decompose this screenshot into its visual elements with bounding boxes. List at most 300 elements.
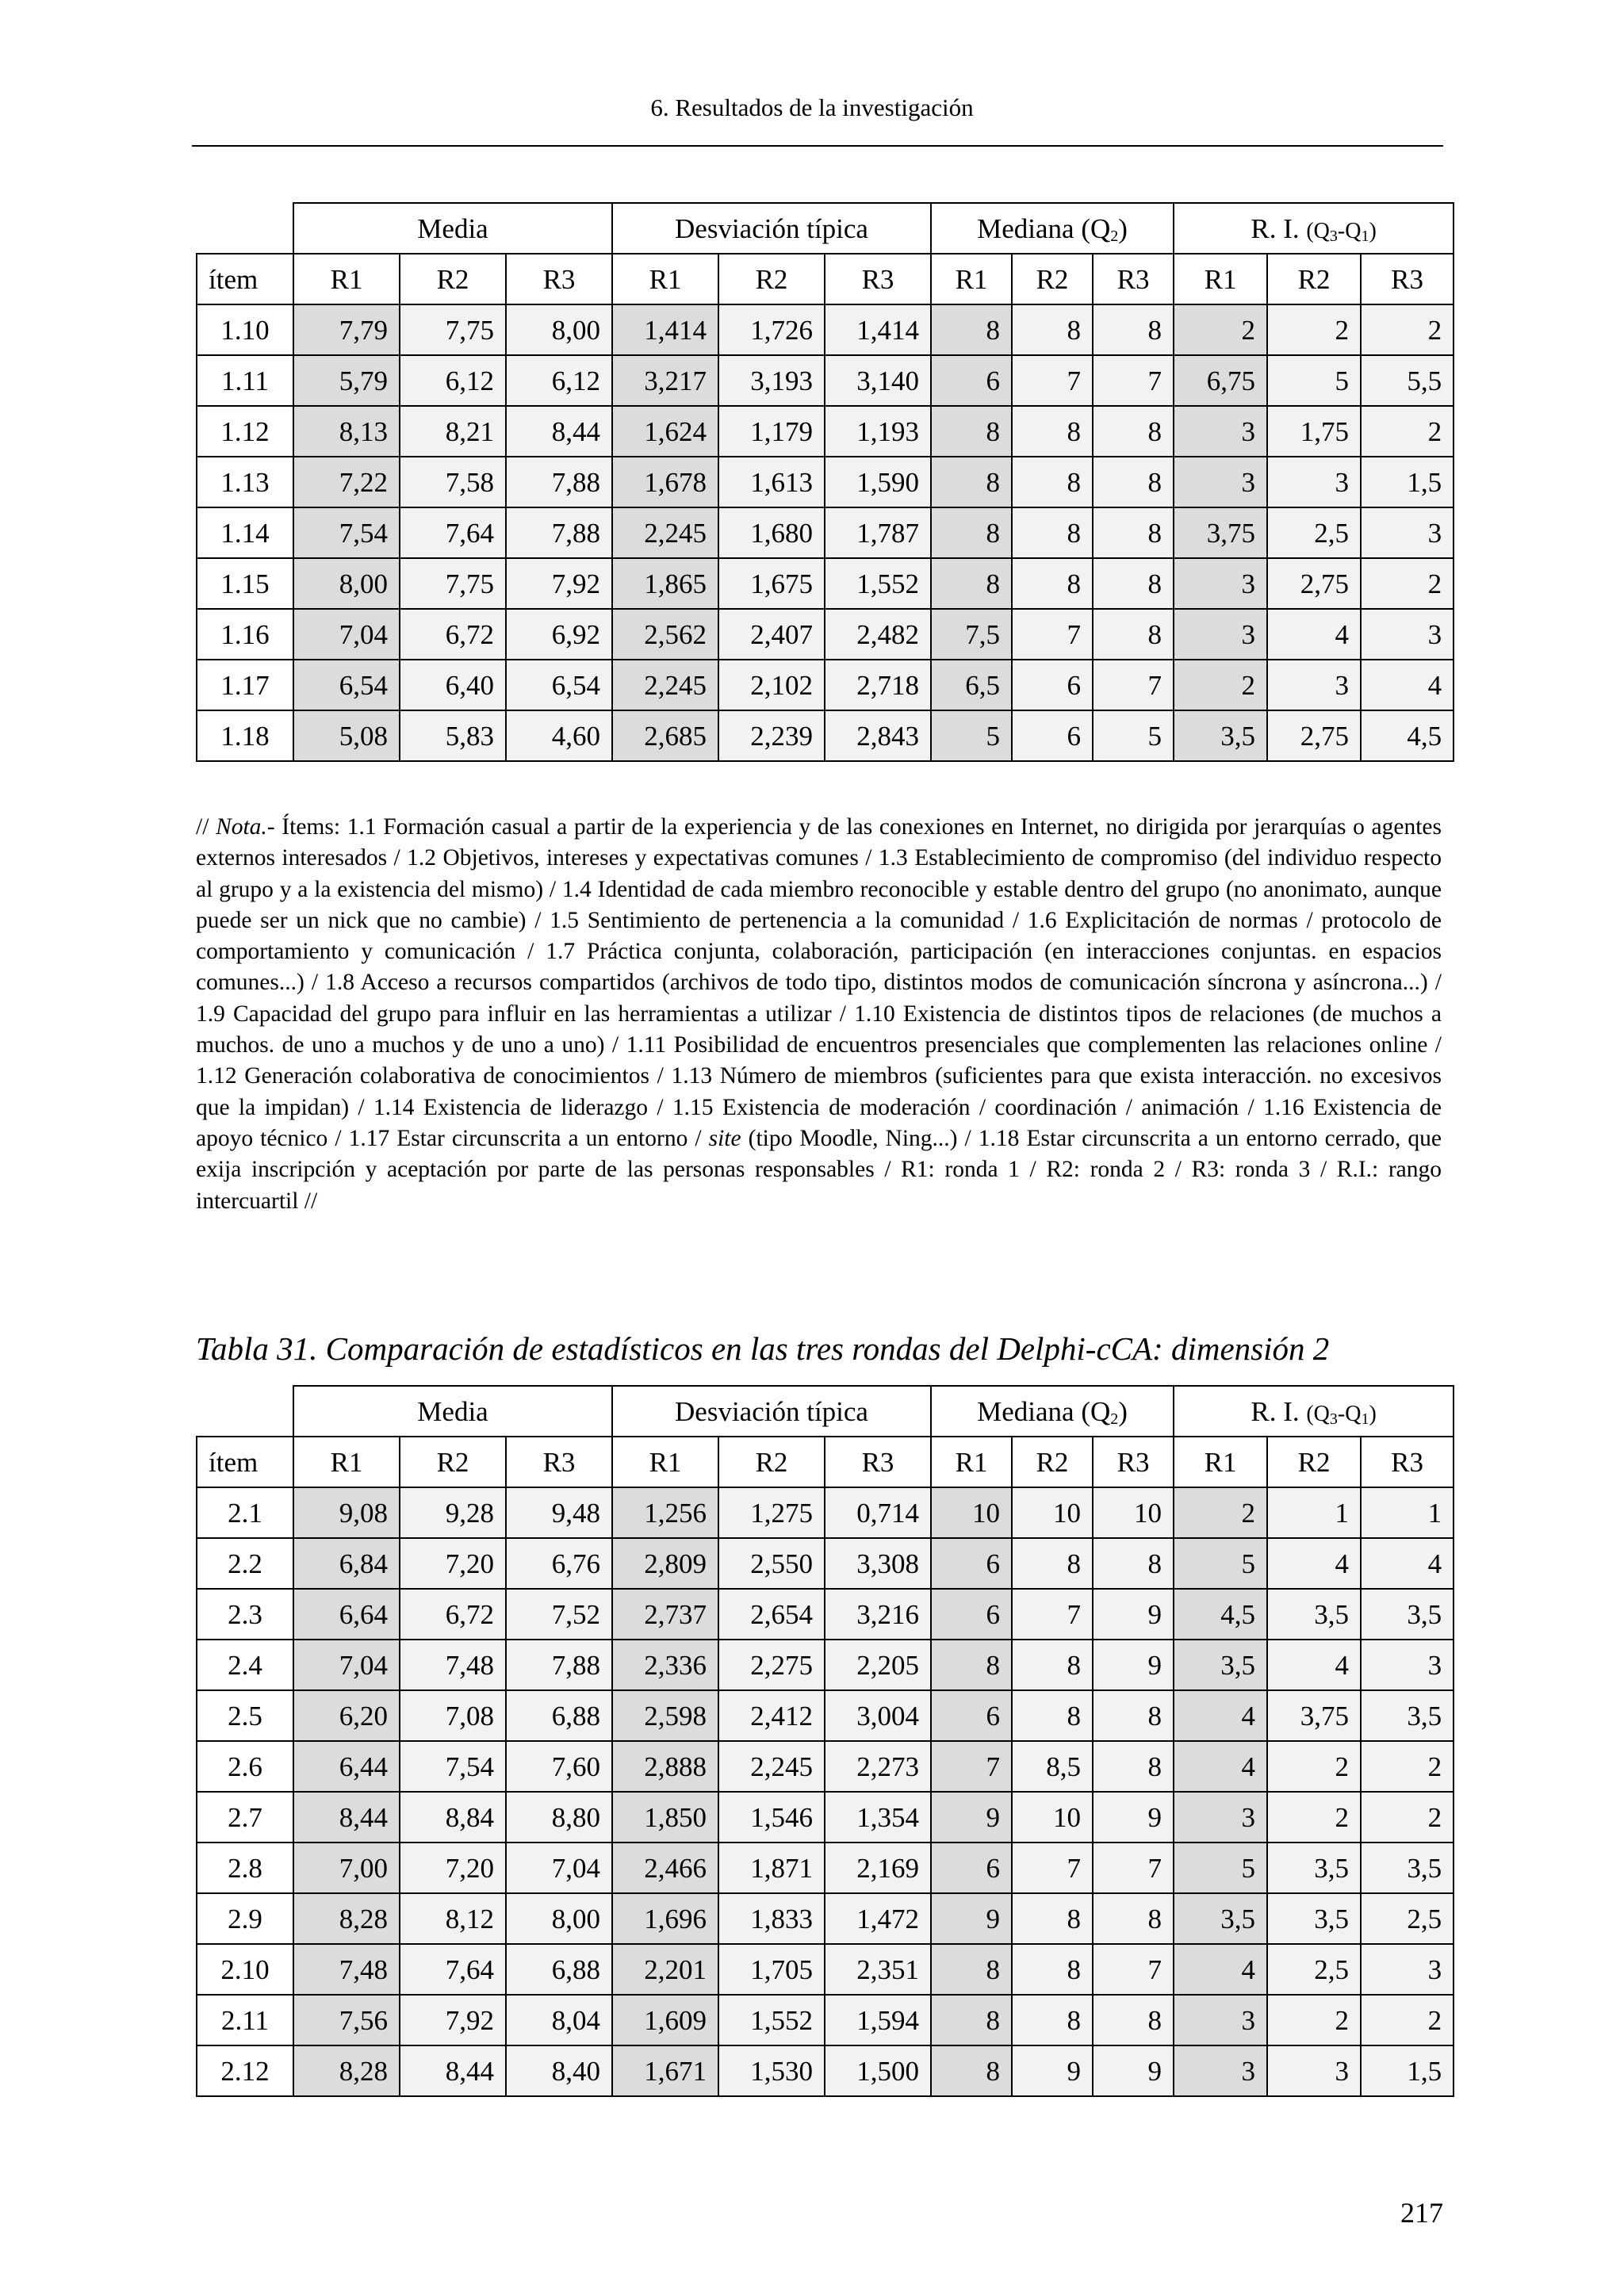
value-cell: 6 — [1012, 710, 1093, 761]
value-cell: 7,54 — [293, 507, 400, 558]
table-row — [197, 1893, 1454, 1944]
value-cell: 1,705 — [718, 1944, 825, 1995]
table-row — [197, 1741, 1454, 1792]
value-cell: 6,40 — [400, 660, 506, 710]
value-cell: 8 — [1012, 558, 1093, 609]
value-cell: 7,04 — [293, 609, 400, 660]
value-cell: 1,414 — [612, 304, 718, 355]
value-cell: 1,871 — [718, 1843, 825, 1893]
value-cell: 3,5 — [1267, 1893, 1361, 1944]
value-cell: 8,28 — [293, 2045, 400, 2096]
value-cell: 2,737 — [612, 1589, 718, 1640]
value-cell: 8,84 — [400, 1792, 506, 1843]
value-cell: 1,552 — [825, 558, 931, 609]
item-cell: 2.6 — [197, 1741, 293, 1792]
header-r1: R1 — [931, 1437, 1012, 1487]
note-label: Nota. — [216, 814, 267, 840]
table-row — [197, 2045, 1454, 2096]
value-cell: 2,275 — [718, 1640, 825, 1690]
value-cell: 7,5 — [931, 609, 1012, 660]
header-corner — [197, 203, 293, 254]
value-cell: 7,04 — [506, 1843, 612, 1893]
value-cell: 6,88 — [506, 1944, 612, 1995]
header-r2: R2 — [718, 1437, 825, 1487]
header-rule — [192, 145, 1443, 147]
value-cell: 3,5 — [1361, 1690, 1454, 1741]
header-r3: R3 — [506, 1437, 612, 1487]
value-cell: 2,169 — [825, 1843, 931, 1893]
item-cell: 2.8 — [197, 1843, 293, 1893]
value-cell: 3,5 — [1361, 1589, 1454, 1640]
header-r3: R3 — [825, 254, 931, 304]
value-cell: 8,5 — [1012, 1741, 1093, 1792]
value-cell: 8 — [931, 2045, 1012, 2096]
item-cell: 2.3 — [197, 1589, 293, 1640]
value-cell: 5 — [1267, 355, 1361, 406]
value-cell: 9,48 — [506, 1487, 612, 1538]
header-rango-intercuartil: R. I. $(Q_3-Q_1)$ — [1174, 203, 1454, 254]
header-r2: R2 — [1012, 254, 1093, 304]
value-cell: 4 — [1267, 1538, 1361, 1589]
value-cell: 8,28 — [293, 1893, 400, 1944]
value-cell: 3 — [1361, 1944, 1454, 1995]
page-number: 217 — [1400, 2197, 1443, 2229]
header-r3: R3 — [825, 1437, 931, 1487]
value-cell: 7 — [1093, 355, 1174, 406]
value-cell: 8 — [1093, 1893, 1174, 1944]
header-r1: R1 — [293, 1437, 400, 1487]
value-cell: 8,44 — [293, 1792, 400, 1843]
table-row — [197, 1487, 1454, 1538]
value-cell: 2,5 — [1267, 1944, 1361, 1995]
value-cell: 2,718 — [825, 660, 931, 710]
table-row — [197, 507, 1454, 558]
value-cell: 7,92 — [400, 1995, 506, 2045]
value-cell: 6 — [931, 1589, 1012, 1640]
value-cell: 3,5 — [1174, 1893, 1267, 1944]
table-row — [197, 457, 1454, 507]
value-cell: 7 — [1012, 1843, 1093, 1893]
value-cell: 8 — [1012, 457, 1093, 507]
header-r1: R1 — [1174, 1437, 1267, 1487]
value-cell: 7 — [1012, 1589, 1093, 1640]
header-r2: R2 — [1012, 1437, 1093, 1487]
header-r1: R1 — [293, 254, 400, 304]
value-cell: 3 — [1174, 1792, 1267, 1843]
value-cell: 8 — [931, 558, 1012, 609]
item-cell: 1.10 — [197, 304, 293, 355]
value-cell: 7,60 — [506, 1741, 612, 1792]
value-cell: 1,275 — [718, 1487, 825, 1538]
header-r1: R1 — [931, 254, 1012, 304]
sub-header-row — [197, 254, 1454, 304]
value-cell: 1,675 — [718, 558, 825, 609]
header-mediana: Mediana $(Q_2)$ — [931, 1386, 1174, 1437]
value-cell: 7,88 — [506, 457, 612, 507]
value-cell: 9 — [1093, 1640, 1174, 1690]
table-row — [197, 1690, 1454, 1741]
value-cell: 8 — [931, 1995, 1012, 2045]
item-cell: 1.16 — [197, 609, 293, 660]
value-cell: 7,56 — [293, 1995, 400, 2045]
value-cell: 6 — [931, 355, 1012, 406]
value-cell: 2,407 — [718, 609, 825, 660]
value-cell: 8 — [1012, 1893, 1093, 1944]
value-cell: 8 — [931, 1640, 1012, 1690]
value-cell: 3 — [1361, 1640, 1454, 1690]
value-cell: 1,546 — [718, 1792, 825, 1843]
value-cell: 6,88 — [506, 1690, 612, 1741]
value-cell: 6,84 — [293, 1538, 400, 1589]
value-cell: 1,833 — [718, 1893, 825, 1944]
value-cell: 7,75 — [400, 558, 506, 609]
value-cell: 4,5 — [1361, 710, 1454, 761]
value-cell: 3 — [1267, 2045, 1361, 2096]
table-row — [197, 1589, 1454, 1640]
table-row — [197, 355, 1454, 406]
value-cell: 2,245 — [612, 507, 718, 558]
item-cell: 1.13 — [197, 457, 293, 507]
value-cell: 7,75 — [400, 304, 506, 355]
value-cell: 2 — [1361, 406, 1454, 457]
value-cell: 2,5 — [1267, 507, 1361, 558]
value-cell: 8,00 — [506, 304, 612, 355]
value-cell: 7 — [1012, 355, 1093, 406]
value-cell: 6 — [931, 1843, 1012, 1893]
value-cell: 5,79 — [293, 355, 400, 406]
value-cell: 1,500 — [825, 2045, 931, 2096]
table-row — [197, 304, 1454, 355]
value-cell: 2,888 — [612, 1741, 718, 1792]
value-cell: 1,850 — [612, 1792, 718, 1843]
value-cell: 9 — [931, 1893, 1012, 1944]
header-r3: R3 — [1093, 1437, 1174, 1487]
value-cell: 1,680 — [718, 507, 825, 558]
value-cell: 7,58 — [400, 457, 506, 507]
value-cell: 4 — [1361, 1538, 1454, 1589]
value-cell: 7,79 — [293, 304, 400, 355]
value-cell: 8 — [1093, 558, 1174, 609]
value-cell: 7 — [1093, 660, 1174, 710]
table-row — [197, 1944, 1454, 1995]
value-cell: 7,48 — [400, 1640, 506, 1690]
value-cell: 2 — [1174, 304, 1267, 355]
value-cell: 5,83 — [400, 710, 506, 761]
value-cell: 2,466 — [612, 1843, 718, 1893]
value-cell: 1,179 — [718, 406, 825, 457]
value-cell: 1,590 — [825, 457, 931, 507]
value-cell: 2,482 — [825, 609, 931, 660]
value-cell: 1 — [1267, 1487, 1361, 1538]
item-cell: 2.12 — [197, 2045, 293, 2096]
value-cell: 1,696 — [612, 1893, 718, 1944]
value-cell: 2 — [1174, 660, 1267, 710]
value-cell: 6,72 — [400, 1589, 506, 1640]
value-cell: 8 — [1093, 304, 1174, 355]
header-media: Media — [293, 1386, 612, 1437]
value-cell: 4 — [1174, 1944, 1267, 1995]
value-cell: 8 — [1012, 1944, 1093, 1995]
value-cell: 7,22 — [293, 457, 400, 507]
value-cell: 8,44 — [400, 2045, 506, 2096]
value-cell: 2,239 — [718, 710, 825, 761]
value-cell: 3,5 — [1267, 1843, 1361, 1893]
item-cell: 2.2 — [197, 1538, 293, 1589]
value-cell: 5,5 — [1361, 355, 1454, 406]
value-cell: 1,787 — [825, 507, 931, 558]
value-cell: 9 — [1012, 2045, 1093, 2096]
stats-table-dimension-1 — [196, 202, 1454, 762]
table-note: // Nota.- Ítems: 1.1 Formación casual a partir de la experiencia y de las conexiones en Internet, no dirigida por jerarquías o agentes externos interesados / 1.2 Objetivos, intereses y expectativas comunes / 1.3 Establecimiento de compromiso (del individuo respecto al grupo y a la existencia del mismo) / 1.4 Identidad de cada miembro reconocible y estable dentro del grupo (no anonimato, aunque puede ser un nick que no cambie) / 1.5 Sentimiento de pertenencia a la comunidad / 1.6 Explicitación de normas / protocolo de comportamiento y comunicación / 1.7 Práctica conjunta, colaboración, participación (en interacciones conjuntas. en espacios comunes...) / 1.8 Acceso a recursos compartidos (archivos de todo tipo, distintos modos de comunicación síncrona y asíncrona...) / 1.9 Capacidad del grupo para influir en las herramientas a utilizar / 1.10 Existencia de distintos tipos de relaciones (de muchos a muchos. de uno a muchos y de uno a uno) / 1.11 Posibilidad de encuentros presenciales que complementen las relaciones online / 1.12 Generación colaborativa de conocimientos / 1.13 Número de miembros (suficientes para que exista interacción. no excesivos que la impidan) / 1.14 Existencia de liderazgo / 1.15 Existencia de moderación / coordinación / animación / 1.16 Existencia de apoyo técnico / 1.17 Estar circunscrita a un entorno / site (tipo Moodle, Ning...) / 1.18 Estar circunscrita a un entorno cerrado, que exija inscripción y aceptación por parte de las personas responsables / R1: ronda 1 / R2: ronda 2 / R3: ronda 3 / R.I.: rango intercuartil // — [196, 814, 1442, 1214]
value-cell: 10 — [931, 1487, 1012, 1538]
value-cell: 2,273 — [825, 1741, 931, 1792]
header-desviacion: Desviación típica — [612, 203, 931, 254]
header-mediana: Mediana $(Q_2)$ — [931, 203, 1174, 254]
item-cell: 1.12 — [197, 406, 293, 457]
value-cell: 2,809 — [612, 1538, 718, 1589]
value-cell: 8 — [1012, 507, 1093, 558]
value-cell: 0,714 — [825, 1487, 931, 1538]
value-cell: 7,20 — [400, 1843, 506, 1893]
value-cell: 2,201 — [612, 1944, 718, 1995]
item-cell: 1.18 — [197, 710, 293, 761]
value-cell: 7 — [931, 1741, 1012, 1792]
value-cell: 3 — [1361, 609, 1454, 660]
value-cell: 1,613 — [718, 457, 825, 507]
value-cell: 6,20 — [293, 1690, 400, 1741]
value-cell: 8 — [1012, 406, 1093, 457]
value-cell: 3,75 — [1267, 1690, 1361, 1741]
value-cell: 1,472 — [825, 1893, 931, 1944]
value-cell: 3,140 — [825, 355, 931, 406]
value-cell: 2 — [1361, 1792, 1454, 1843]
value-cell: 6,5 — [931, 660, 1012, 710]
value-cell: 4,60 — [506, 710, 612, 761]
value-cell: 6,72 — [400, 609, 506, 660]
value-cell: 2,654 — [718, 1589, 825, 1640]
value-cell: 2,550 — [718, 1538, 825, 1589]
value-cell: 4,5 — [1174, 1589, 1267, 1640]
value-cell: 8 — [1012, 304, 1093, 355]
value-cell: 5 — [931, 710, 1012, 761]
table-row — [197, 710, 1454, 761]
value-cell: 9,28 — [400, 1487, 506, 1538]
table-row — [197, 660, 1454, 710]
running-head: 6. Resultados de la investigación — [650, 94, 974, 121]
stats-table-dimension-2 — [196, 1385, 1454, 2097]
value-cell: 3,004 — [825, 1690, 931, 1741]
header-r2: R2 — [718, 254, 825, 304]
value-cell: 2,685 — [612, 710, 718, 761]
header-r1: R1 — [1174, 254, 1267, 304]
value-cell: 2 — [1267, 304, 1361, 355]
sub-header-row — [197, 1437, 1454, 1487]
header-r2: R2 — [400, 254, 506, 304]
value-cell: 3,5 — [1361, 1843, 1454, 1893]
value-cell: 6 — [1012, 660, 1093, 710]
value-cell: 5,08 — [293, 710, 400, 761]
value-cell: 8 — [1012, 1640, 1093, 1690]
value-cell: 8,04 — [506, 1995, 612, 2045]
header-item: ítem — [197, 254, 293, 304]
value-cell: 8 — [1012, 1538, 1093, 1589]
value-cell: 2 — [1361, 1741, 1454, 1792]
value-cell: 1,678 — [612, 457, 718, 507]
value-cell: 2 — [1361, 558, 1454, 609]
value-cell: 9 — [1093, 2045, 1174, 2096]
value-cell: 6,75 — [1174, 355, 1267, 406]
table-row — [197, 1538, 1454, 1589]
table-caption: Tabla 31. Comparación de estadísticos en las tres rondas del Delphi-cCA: dimensión 2 — [196, 1330, 1330, 1367]
value-cell: 6,44 — [293, 1741, 400, 1792]
value-cell: 8 — [1012, 1995, 1093, 2045]
item-cell: 2.5 — [197, 1690, 293, 1741]
value-cell: 8 — [1093, 406, 1174, 457]
value-cell: 3 — [1174, 2045, 1267, 2096]
value-cell: 2,5 — [1361, 1893, 1454, 1944]
value-cell: 3,5 — [1174, 1640, 1267, 1690]
table-row — [197, 406, 1454, 457]
value-cell: 9 — [1093, 1589, 1174, 1640]
value-cell: 7,64 — [400, 1944, 506, 1995]
value-cell: 5 — [1174, 1843, 1267, 1893]
value-cell: 3,216 — [825, 1589, 931, 1640]
value-cell: 1,5 — [1361, 457, 1454, 507]
header-r2: R2 — [1267, 1437, 1361, 1487]
value-cell: 2,843 — [825, 710, 931, 761]
table-row — [197, 558, 1454, 609]
header-item: ítem — [197, 1437, 293, 1487]
value-cell: 3 — [1267, 457, 1361, 507]
value-cell: 9 — [931, 1792, 1012, 1843]
value-cell: 8 — [931, 406, 1012, 457]
table-row — [197, 1995, 1454, 2045]
value-cell: 7,52 — [506, 1589, 612, 1640]
header-r3: R3 — [1093, 254, 1174, 304]
value-cell: 3,217 — [612, 355, 718, 406]
item-cell: 1.17 — [197, 660, 293, 710]
value-cell: 5 — [1174, 1538, 1267, 1589]
header-media: Media — [293, 203, 612, 254]
note-site-word: site — [708, 1125, 741, 1151]
value-cell: 6 — [931, 1538, 1012, 1589]
value-cell: 2 — [1267, 1741, 1361, 1792]
value-cell: 3,308 — [825, 1538, 931, 1589]
item-cell: 1.11 — [197, 355, 293, 406]
value-cell: 2,245 — [718, 1741, 825, 1792]
value-cell: 7,54 — [400, 1741, 506, 1792]
value-cell: 2,598 — [612, 1690, 718, 1741]
header-r2: R2 — [400, 1437, 506, 1487]
table-row — [197, 1792, 1454, 1843]
value-cell: 7,04 — [293, 1640, 400, 1690]
value-cell: 8,80 — [506, 1792, 612, 1843]
item-cell: 2.1 — [197, 1487, 293, 1538]
value-cell: 8,40 — [506, 2045, 612, 2096]
value-cell: 6,92 — [506, 609, 612, 660]
value-cell: 7,48 — [293, 1944, 400, 1995]
value-cell: 3,5 — [1174, 710, 1267, 761]
value-cell: 7,88 — [506, 507, 612, 558]
value-cell: 2,412 — [718, 1690, 825, 1741]
value-cell: 3 — [1174, 609, 1267, 660]
value-cell: 7 — [1093, 1944, 1174, 1995]
value-cell: 1 — [1361, 1487, 1454, 1538]
value-cell: 2,245 — [612, 660, 718, 710]
value-cell: 1,624 — [612, 406, 718, 457]
table-row — [197, 609, 1454, 660]
value-cell: 6,54 — [293, 660, 400, 710]
value-cell: 8,21 — [400, 406, 506, 457]
value-cell: 10 — [1093, 1487, 1174, 1538]
value-cell: 1,354 — [825, 1792, 931, 1843]
value-cell: 9 — [1093, 1792, 1174, 1843]
value-cell: 2 — [1361, 1995, 1454, 2045]
value-cell: 8,44 — [506, 406, 612, 457]
value-cell: 7,00 — [293, 1843, 400, 1893]
value-cell: 2,205 — [825, 1640, 931, 1690]
value-cell: 2,562 — [612, 609, 718, 660]
value-cell: 2,75 — [1267, 710, 1361, 761]
group-header-row — [197, 203, 1454, 254]
value-cell: 1,414 — [825, 304, 931, 355]
header-corner — [197, 1386, 293, 1437]
value-cell: 2,75 — [1267, 558, 1361, 609]
value-cell: 2,351 — [825, 1944, 931, 1995]
value-cell: 3,193 — [718, 355, 825, 406]
item-cell: 1.15 — [197, 558, 293, 609]
value-cell: 4 — [1174, 1690, 1267, 1741]
item-cell: 2.9 — [197, 1893, 293, 1944]
value-cell: 1,609 — [612, 1995, 718, 2045]
value-cell: 6,76 — [506, 1538, 612, 1589]
value-cell: 7 — [1093, 1843, 1174, 1893]
value-cell: 2,102 — [718, 660, 825, 710]
item-cell: 2.7 — [197, 1792, 293, 1843]
table-2-body — [197, 1386, 1454, 2096]
value-cell: 8 — [1093, 609, 1174, 660]
value-cell: 2 — [1174, 1487, 1267, 1538]
value-cell: 3 — [1174, 558, 1267, 609]
value-cell: 1,671 — [612, 2045, 718, 2096]
value-cell: 7,20 — [400, 1538, 506, 1589]
value-cell: 3 — [1361, 507, 1454, 558]
header-rango-intercuartil: R. I. $(Q_3-Q_1)$ — [1174, 1386, 1454, 1437]
value-cell: 1,256 — [612, 1487, 718, 1538]
value-cell: 8 — [931, 507, 1012, 558]
value-cell: 2,336 — [612, 1640, 718, 1690]
value-cell: 8,00 — [506, 1893, 612, 1944]
value-cell: 4 — [1267, 1640, 1361, 1690]
item-cell: 2.11 — [197, 1995, 293, 2045]
value-cell: 8 — [1093, 507, 1174, 558]
value-cell: 7,64 — [400, 507, 506, 558]
group-header-row — [197, 1386, 1454, 1437]
value-cell: 7,88 — [506, 1640, 612, 1690]
header-r1: R1 — [612, 254, 718, 304]
value-cell: 8 — [1093, 457, 1174, 507]
value-cell: 7,92 — [506, 558, 612, 609]
value-cell: 6 — [931, 1690, 1012, 1741]
value-cell: 8 — [1012, 1690, 1093, 1741]
value-cell: 1,5 — [1361, 2045, 1454, 2096]
value-cell: 10 — [1012, 1487, 1093, 1538]
value-cell: 8 — [1093, 1538, 1174, 1589]
table-1-body — [197, 203, 1454, 761]
value-cell: 7,08 — [400, 1690, 506, 1741]
header-r3: R3 — [1361, 254, 1454, 304]
value-cell: 8,13 — [293, 406, 400, 457]
